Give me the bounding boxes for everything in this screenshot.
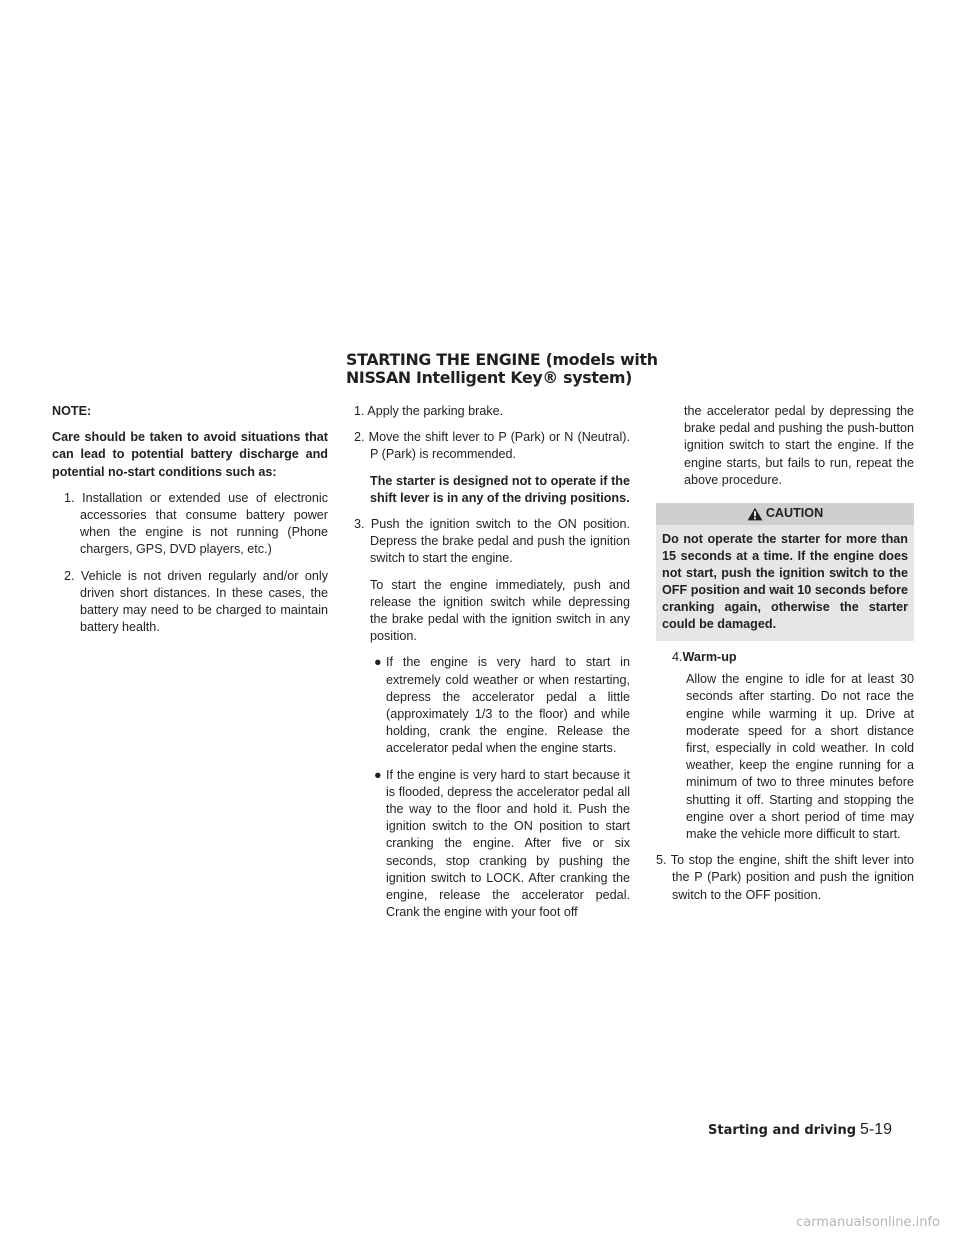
column-right bbox=[656, 403, 914, 913]
step-4-number: 4. bbox=[672, 650, 683, 665]
step-4-text: Allow the engine to idle for at least 30 seconds after starting. Do not race the engine while warming it up. Drive at moderate speed for a short distance first, especially in cold weather. In cold weather, keep the engine running for a minimum of two to three minutes before shutting it off. Starting and stopping the engine over a short period of time may make the vehicle more difficult to start. bbox=[686, 672, 914, 842]
heading-line-1: STARTING THE ENGINE (models with bbox=[346, 350, 658, 369]
note-item-2: 2. Vehicle is not driven regularly and/or only driven short distances. In these cases, the battery may need to be charged to maintain battery health. bbox=[64, 568, 328, 635]
step-3-paragraph: To start the engine immediately, push and release the ignition switch while depressing the brake pedal with the ignition switch in any position. bbox=[370, 577, 630, 644]
column-left bbox=[52, 403, 328, 645]
step-1: 1. Apply the parking brake. bbox=[354, 404, 504, 418]
note-label: NOTE: bbox=[52, 404, 92, 418]
bullet-cold-weather bbox=[354, 654, 630, 757]
step-4-title bbox=[656, 649, 914, 666]
step-5: 5. To stop the engine, shift the shift lever into the P (Park) position and push the ignition switch to the OFF position. bbox=[656, 853, 914, 902]
note-item-1: 1. Installation or extended use of electronic accessories that consume battery power when the engine is not running (Phone chargers, GPS, DVD players, etc.) bbox=[64, 490, 328, 557]
bullet-cold-weather-text: If the engine is very hard to start in extremely cold weather or when restarting, depress the accelerator pedal a little (approximately 1/3 to the floor) and while holding, crank the engine. Release the accelerator pedal when the engine starts. bbox=[386, 655, 630, 756]
step-3: 3. Push the ignition switch to the ON position. Depress the brake pedal and push the ignition switch to start the engine. bbox=[354, 517, 630, 566]
bullet-dot-icon: ● bbox=[374, 655, 382, 670]
heading-line-2: NISSAN Intelligent Key® system) bbox=[346, 368, 633, 387]
bullet-flooded-text: If the engine is very hard to start because it is flooded, depress the accelerator pedal all the way to the floor and hold it. Push the ignition switch to the ON position to start cranking the engine. After five or six seconds, stop cranking by pushing the ignition switch to LOCK. After cranking the engine, release the accelerator pedal. Crank the engine with your foot off bbox=[386, 767, 630, 920]
step-2: 2. Move the shift lever to P (Park) or N (Neutral). P (Park) is recommended. bbox=[354, 430, 630, 462]
bullet-flooded bbox=[354, 767, 630, 922]
step-4-title-text: Warm-up bbox=[682, 650, 737, 665]
page-footer bbox=[708, 1121, 928, 1139]
page-number: 5-19 bbox=[860, 1121, 893, 1138]
step-2-note: The starter is designed not to operate if the shift lever is in any of the driving positions. bbox=[370, 473, 630, 505]
caution-text: Do not operate the starter for more than 15 seconds at a time. If the engine does not start, push the ignition switch to the OFF position and wait 10 seconds before cranking again, otherwise the starter could be damaged. bbox=[656, 525, 914, 641]
warning-triangle-icon bbox=[747, 507, 763, 521]
watermark: carmanualsonline.info bbox=[796, 1215, 940, 1230]
column-middle bbox=[354, 403, 630, 930]
note-intro: Care should be taken to avoid situations that can lead to potential battery discharge and potential no-start conditions such as: bbox=[52, 430, 328, 479]
caution-title: CAUTION bbox=[765, 506, 824, 521]
bullet-flooded-continuation: the accelerator pedal by depressing the brake pedal and pushing the push-button ignition switch to start the engine. If the engine starts, but fails to run, repeat the above procedure. bbox=[684, 404, 914, 487]
bullet-dot-icon: ● bbox=[374, 767, 382, 782]
section-heading bbox=[346, 351, 766, 387]
caution-header bbox=[656, 503, 914, 525]
footer-section: Starting and driving bbox=[708, 1123, 857, 1138]
